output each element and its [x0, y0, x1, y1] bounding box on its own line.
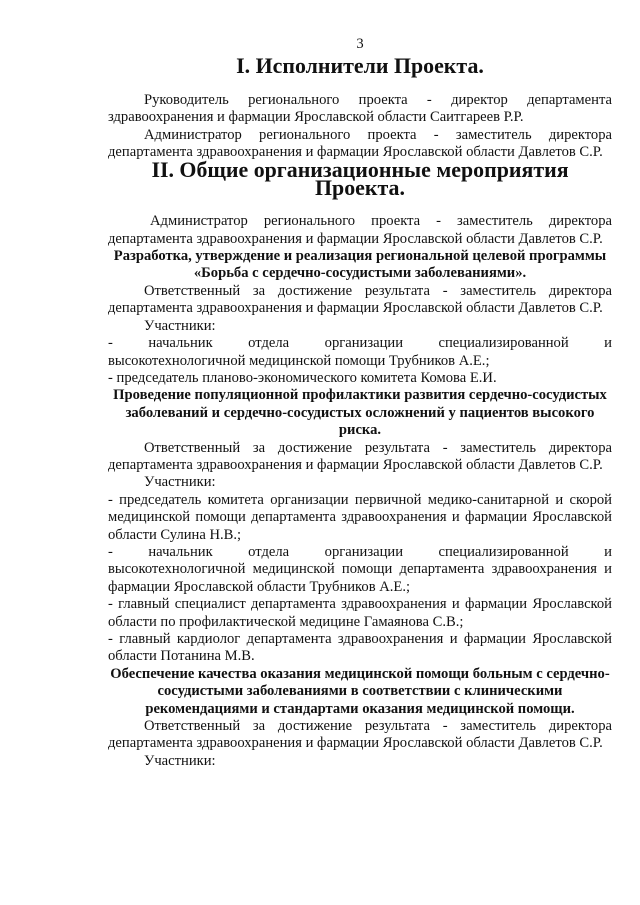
block-1-participant-2: - председатель планово-экономического комитета Комова Е.И. — [108, 369, 497, 386]
block-2-participant-3: - главный специалист департамента здравоохранения и фармации Ярославской области по профилактической медицине Гамаянова С.В.; — [108, 596, 612, 630]
block-1-heading: Разработка, утверждение и реализация региональной целевой программы «Борьба с сердечно-сосудистыми заболеваниями». — [113, 248, 607, 282]
section-1-title: I. Исполнители Проекта. — [236, 53, 484, 79]
block-2-participant-4: - главный кардиолог департамента здравоохранения и фармации Ярославской области Потанина М.В. — [108, 631, 612, 665]
block-2-participant-1: - председатель комитета организации первичной медико-санитарной и скорой медицинской помощи департамента здравоохранения и фармации Ярославской области Сулина Н.В.; — [108, 491, 612, 543]
block-2-participants-label: Участники: — [144, 474, 216, 491]
block-3-responsible: Ответственный за достижение результата - заместитель директора департамента здравоохранения и фармации Ярославской области Давлетов С.Р. — [108, 718, 612, 752]
block-2-participant-2-line-1: - начальник отдела организации специализированной и — [108, 543, 612, 560]
project-leader-text: Руководитель регионального проекта - директор департамента здравоохранения и фармации Ярославской области Саитгареев Р.Р. — [108, 91, 612, 126]
document-page — [108, 36, 612, 770]
block-1-participants-label: Участники: — [144, 317, 216, 334]
section-2-admin-text: Администратор регионального проекта - заместитель директора департамента здравоохранения и фармации Ярославской области Давлетов С.Р. — [108, 213, 612, 247]
block-1-responsible: Ответственный за достижение результата - заместитель директора департамента здравоохранения и фармации Ярославской области Давлетов С.Р. — [108, 282, 612, 317]
section-2-title: II. Общие организационные мероприятия Проекта. — [151, 157, 569, 200]
block-2-participant-2-line-2: высокотехнологичной медицинской помощи департамента здравоохранения и фармации Ярославской области Трубников А.Е.; — [108, 561, 612, 595]
page-number: 3 — [356, 36, 364, 52]
block-2-responsible: Ответственный за достижение результата - заместитель директора департамента здравоохранения и фармации Ярославской области Давлетов С.Р. — [108, 439, 612, 473]
block-1-participant-1-line-1: - начальник отдела организации специализированной и — [108, 335, 612, 352]
block-1-participant-1-line-2: высокотехнологичной медицинской помощи Трубников А.Е.; — [108, 352, 490, 369]
block-3-heading: Обеспечение качества оказания медицинской помощи больным с сердечно-сосудистыми заболеваниями в соответствии с клиническими рекомендациями и стандартами оказания медицинской помощи. — [110, 665, 610, 717]
project-admin-text: Администратор регионального проекта - заместитель директора департамента здравоохранения и фармации Ярославской области Давлетов С.Р. — [108, 126, 612, 161]
block-3-participants-label: Участники: — [144, 752, 216, 769]
block-2-heading: Проведение популяционной профилактики развития сердечно-сосудистых заболеваний и сердечно-сосудистых осложнений у пациентов высокого риска. — [113, 387, 607, 439]
